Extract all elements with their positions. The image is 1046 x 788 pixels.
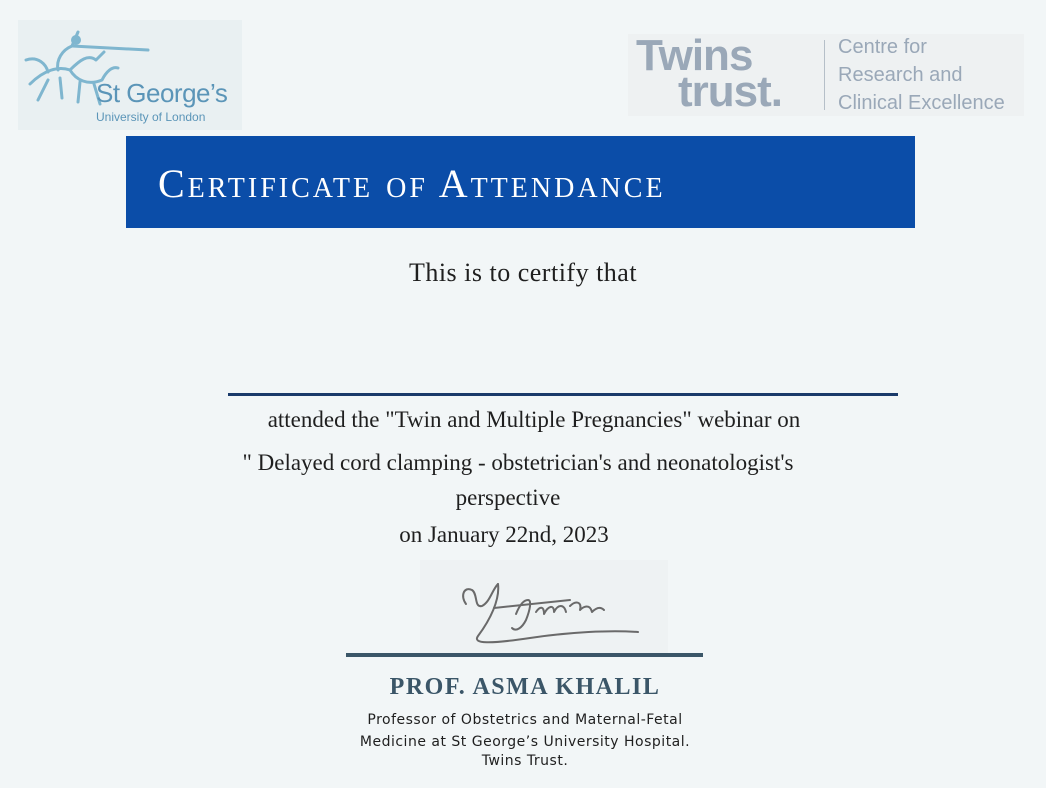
signatory-title-line-1: Professor of Obstetrics and Maternal-Fetal [367,712,683,728]
twins-trust-word-trust: trust. [678,67,782,116]
st-georges-subtitle: University of London [96,110,206,124]
st-georges-logo [18,20,242,130]
twins-trust-tagline-2: Research and [838,64,963,86]
st-georges-name: St George’s [96,78,228,108]
signatory-name: PROF. ASMA KHALIL [389,674,661,700]
attendee-name-line [228,393,898,396]
handwritten-signature-icon [420,560,668,654]
title-banner [126,136,915,228]
logo-divider [824,40,825,110]
date-line: on January 22nd, 2023 [399,522,609,547]
signature-rule [346,653,703,657]
twins-trust-word-twins: Twins [636,31,753,80]
signatory-title-line-2: Medicine at St George’s University Hospital. [359,734,691,750]
twins-trust-tagline-3: Clinical Excellence [838,92,1005,114]
topic-line-2: perspective [455,485,561,510]
twins-trust-tagline-1: Centre for [838,36,927,58]
certify-intro: This is to certify that [408,258,638,287]
signatory-title-line-3: Twins Trust. [481,753,569,769]
topic-line-1: " Delayed cord clamping - obstetrician's and neonatologist's [242,450,794,475]
attended-text: attended the "Twin and Multiple Pregnancies" webinar on [267,407,801,432]
certificate-title: Certificate of Attendance [158,161,666,206]
signature [420,560,668,654]
twins-trust-logo [628,31,1024,116]
